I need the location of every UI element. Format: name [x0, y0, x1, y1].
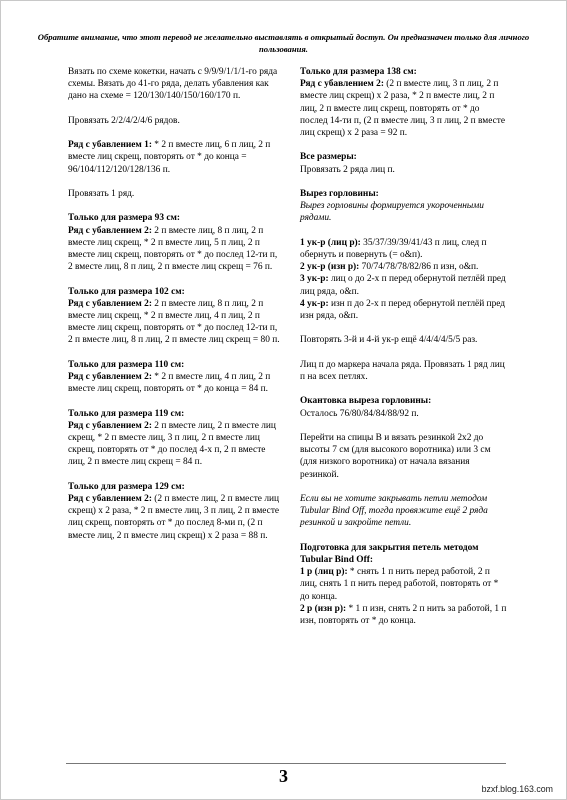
bold-label: Ряд с убавлением 2: [300, 79, 387, 90]
bold-label: Только для размера 129 см: [68, 481, 185, 492]
body-text: Провязать 2/2/4/2/4/6 рядов. [68, 115, 180, 126]
body-text: Провязать 2 ряда лиц п. [300, 164, 395, 175]
bold-label: 3 ук-р: [300, 274, 331, 285]
paragraph-allsizes [300, 151, 507, 175]
bold-label: Ряд с убавлением 2: [68, 298, 155, 309]
copyright-notice: Обратите внимание, что этот перевод не желательно выставлять в открытый доступ. Он предназначен только для личного пользования. [37, 32, 530, 54]
bold-label: 4 ук-р: [300, 298, 331, 309]
footer-divider [66, 763, 506, 764]
body-text: изн п до 2-х п перед обернутой петлёй пред изн ряда, o&п. [300, 298, 506, 322]
paragraph-tubular_note [300, 493, 507, 530]
paragraph-yoke [68, 66, 281, 103]
paragraph-repeat [300, 334, 507, 346]
bold-label: Вырез горловины: [300, 189, 379, 199]
bold-label: 1 ук-р (лиц р): [300, 237, 364, 248]
body-text: Повторять 3-й и 4-й ук-р ещё 4/4/4/4/5/5 раз. [300, 335, 478, 346]
paragraph-size138 [300, 66, 507, 139]
body-text: * 1 п изн, снять 2 п нить за работой, 1 п изн, повторять от * до конца. [300, 603, 507, 626]
body-text: * 2 п вместе лиц, 4 п лиц, 2 п вместе лиц скрещ, повторять от * до конца = 84 п. [68, 371, 271, 395]
paragraph-knit2 [68, 188, 281, 200]
body-text: (2 п вместе лиц, 2 п вместе лиц скрещ) х 2 раза, * 2 п вместе лиц, 3 п лиц, 2 п вместе лиц скрещ, повторять от * до послед 8-ми п, (2 п вместе лиц, 2 п вместе лиц скрещ) х 2 раза = 88 п. [68, 493, 280, 541]
left-column [68, 66, 281, 554]
bold-label: Подготовка для закрытия петель методом Tubular Bind Off: [300, 542, 479, 565]
paragraph-neckline [300, 188, 507, 225]
body-text: Вязать по схеме кокетки, начать с 9/9/9/1/1/1-го ряда схемы. Вязать до 41-го ряда, делать убавления как дано на схеме = 120/130/140/150/160/170 п. [68, 67, 278, 102]
body-text: Провязать 1 ряд. [68, 188, 135, 199]
right-column [300, 66, 507, 639]
body-text: * снять 1 п нить перед работой, 2 п лиц, снять 1 п нить перед работой, повторять от * до конца. [300, 567, 499, 602]
paragraph-marker [300, 359, 507, 383]
paragraph-size93 [68, 212, 281, 273]
paragraph-size102 [68, 286, 281, 347]
watermark: bzxf.blog.163.com [481, 784, 553, 794]
italic-text: Если вы не хотите закрывать петли методом Tubular Bind Off, тогда провяжите ещё 2 ряда резинкой и закройте петли. [300, 493, 488, 529]
bold-label: Ряд с убавлением 1: [68, 140, 155, 151]
paragraph-size110 [68, 359, 281, 396]
bold-label: Только для размера 110 см: [68, 359, 185, 370]
body-text: Осталось 76/80/84/84/88/92 п. [300, 408, 419, 419]
paragraph-dec1 [68, 139, 281, 176]
paragraph-rib [300, 432, 507, 481]
body-text: лиц о до 2-х п перед обернутой петлёй пред лиц ряда, o&п. [300, 274, 506, 297]
page-number: 3 [279, 766, 288, 786]
paragraph-shortrows [300, 237, 507, 322]
paragraph-edging [300, 395, 507, 419]
bold-label: Ряд с убавлением 2: [68, 420, 155, 431]
bold-label: Окантовка выреза горловины: [300, 396, 432, 407]
bold-label: 2 р (изн р): [300, 603, 349, 614]
bold-label: Только для размера 138 см: [300, 67, 417, 77]
body-text: Лиц п до маркера начала ряда. Провязать 1 ряд лиц п на всех петлях. [300, 359, 505, 382]
bold-label: Только для размера 102 см: [68, 286, 185, 297]
paragraph-size129 [68, 481, 281, 542]
bold-label: 1 р (лиц р): [300, 567, 350, 578]
italic-text: Вырез горловины формируется укороченными рядами. [300, 201, 484, 224]
body-text: 2 п вместе лиц, 8 п лиц, 2 п вместе лиц скрещ, * 2 п вместе лиц, 4 п лиц, 2 п вместе лиц скрещ, повторять от * до послед 12-ти п, 2 п вместе лиц, 8 п лиц, 2 п вместе лиц скрещ = 80 п. [68, 298, 280, 346]
body-text: 70/74/78/78/82/86 п изн, o&п. [361, 262, 479, 273]
body-text: * 2 п вместе лиц, 6 п лиц, 2 п вместе лиц скрещ, повторять от * до конца = 96/104/112/120/128/136 п. [68, 140, 271, 175]
bold-label: Ряд с убавлением 2: [68, 225, 155, 236]
bold-label: Только для размера 119 см: [68, 408, 185, 419]
body-text: 35/37/39/39/41/43 п лиц, след п обернуть и повернуть (= o&п). [300, 237, 487, 260]
body-text: Перейти на спицы В и вязать резинкой 2х2 до высоты 7 см (для высокого воротника) или 3 см (для низкого воротника) от начала вязания резинкой. [300, 432, 491, 480]
body-text: 2 п вместе лиц, 8 п лиц, 2 п вместе лиц скрещ, * 2 п вместе лиц, 5 п лиц, 2 п вместе лиц скрещ, повторять от * до послед 12-ти п, 2 вместе лиц, 8 п лиц, 2 п вместе лиц скрещ = 76 п. [68, 225, 278, 273]
bold-label: Ряд с убавлением 2: [68, 493, 155, 504]
body-text: 2 п вместе лиц, 2 п вместе лиц скрещ, * 2 п вместе лиц, 3 п лиц, 2 п вместе лиц скрещ, повторять от * до послед 4-х п, 2 п вместе лиц, 2 п вместе лиц скрещ = 84 п. [68, 420, 276, 468]
body-text: (2 п вместе лиц, 3 п лиц, 2 п вместе лиц скрещ) х 2 раза, * 2 п вместе лиц, 2 п лиц, 2 п вместе лиц скрещ, повторять от * до послед 14-ти п, (2 п вместе лиц, 3 п лиц, 2 п вместе лиц скрещ) х 2 раза = 92 п. [300, 79, 506, 139]
paragraph-prep [300, 542, 507, 627]
paragraph-size119 [68, 408, 281, 469]
bold-label: 2 ук-р (изн р): [300, 262, 362, 273]
paragraph-knit1 [68, 115, 281, 127]
bold-label: Только для размера 93 см: [68, 213, 181, 224]
bold-label: Ряд с убавлением 2: [68, 371, 155, 382]
bold-label: Все размеры: [300, 152, 357, 163]
